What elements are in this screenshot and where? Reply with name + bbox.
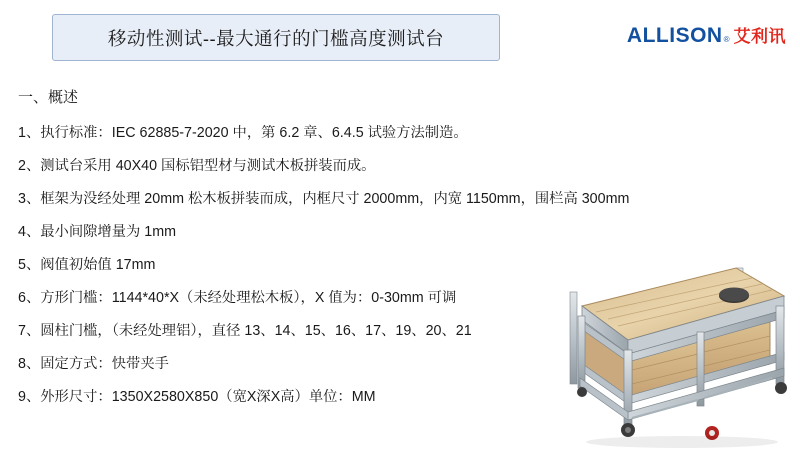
list-item: 3、框架为没经处理 20mm 松木板拼装而成，内框尺寸 2000mm，内宽 1150mm，围栏高 300mm: [18, 191, 630, 208]
logo-text-cn: 艾利讯: [733, 27, 786, 46]
logo-text-en: ALLISON: [626, 24, 723, 47]
section-heading: 一、概述: [18, 89, 79, 106]
list-item: 7、圆柱门槛，（未经处理铝），直径 13、14、15、16、17、19、20、21: [18, 323, 472, 340]
threshold-test-platform-illustration: [522, 250, 794, 448]
page-title-box: [52, 14, 500, 61]
list-item: 9、外形尺寸：1350X2580X850（宽X深X高）单位：MM: [18, 389, 376, 406]
list-item: 1、执行标准：IEC 62885-7-2020 中，第 6.2 章、6.4.5 试验方法制造。: [18, 125, 468, 142]
list-item: 2、测试台采用 40X40 国标铝型材与测试木板拼装而成。: [18, 158, 376, 175]
list-item: 4、最小间隙增量为 1mm: [18, 224, 177, 241]
list-item: 8、固定方式：快带夹手: [18, 356, 169, 373]
page-title: 移动性测试--最大通行的门槛高度测试台: [107, 27, 445, 49]
company-logo: [627, 22, 786, 48]
list-item: 6、方形门槛：1144*40*X（未经处理松木板），X 值为：0-30mm 可调: [18, 290, 457, 307]
list-item: 5、阀值初始值 17mm: [18, 257, 156, 274]
registered-trademark-icon: ®: [723, 35, 730, 44]
product-photo: [522, 250, 794, 448]
content-list: [18, 117, 630, 414]
